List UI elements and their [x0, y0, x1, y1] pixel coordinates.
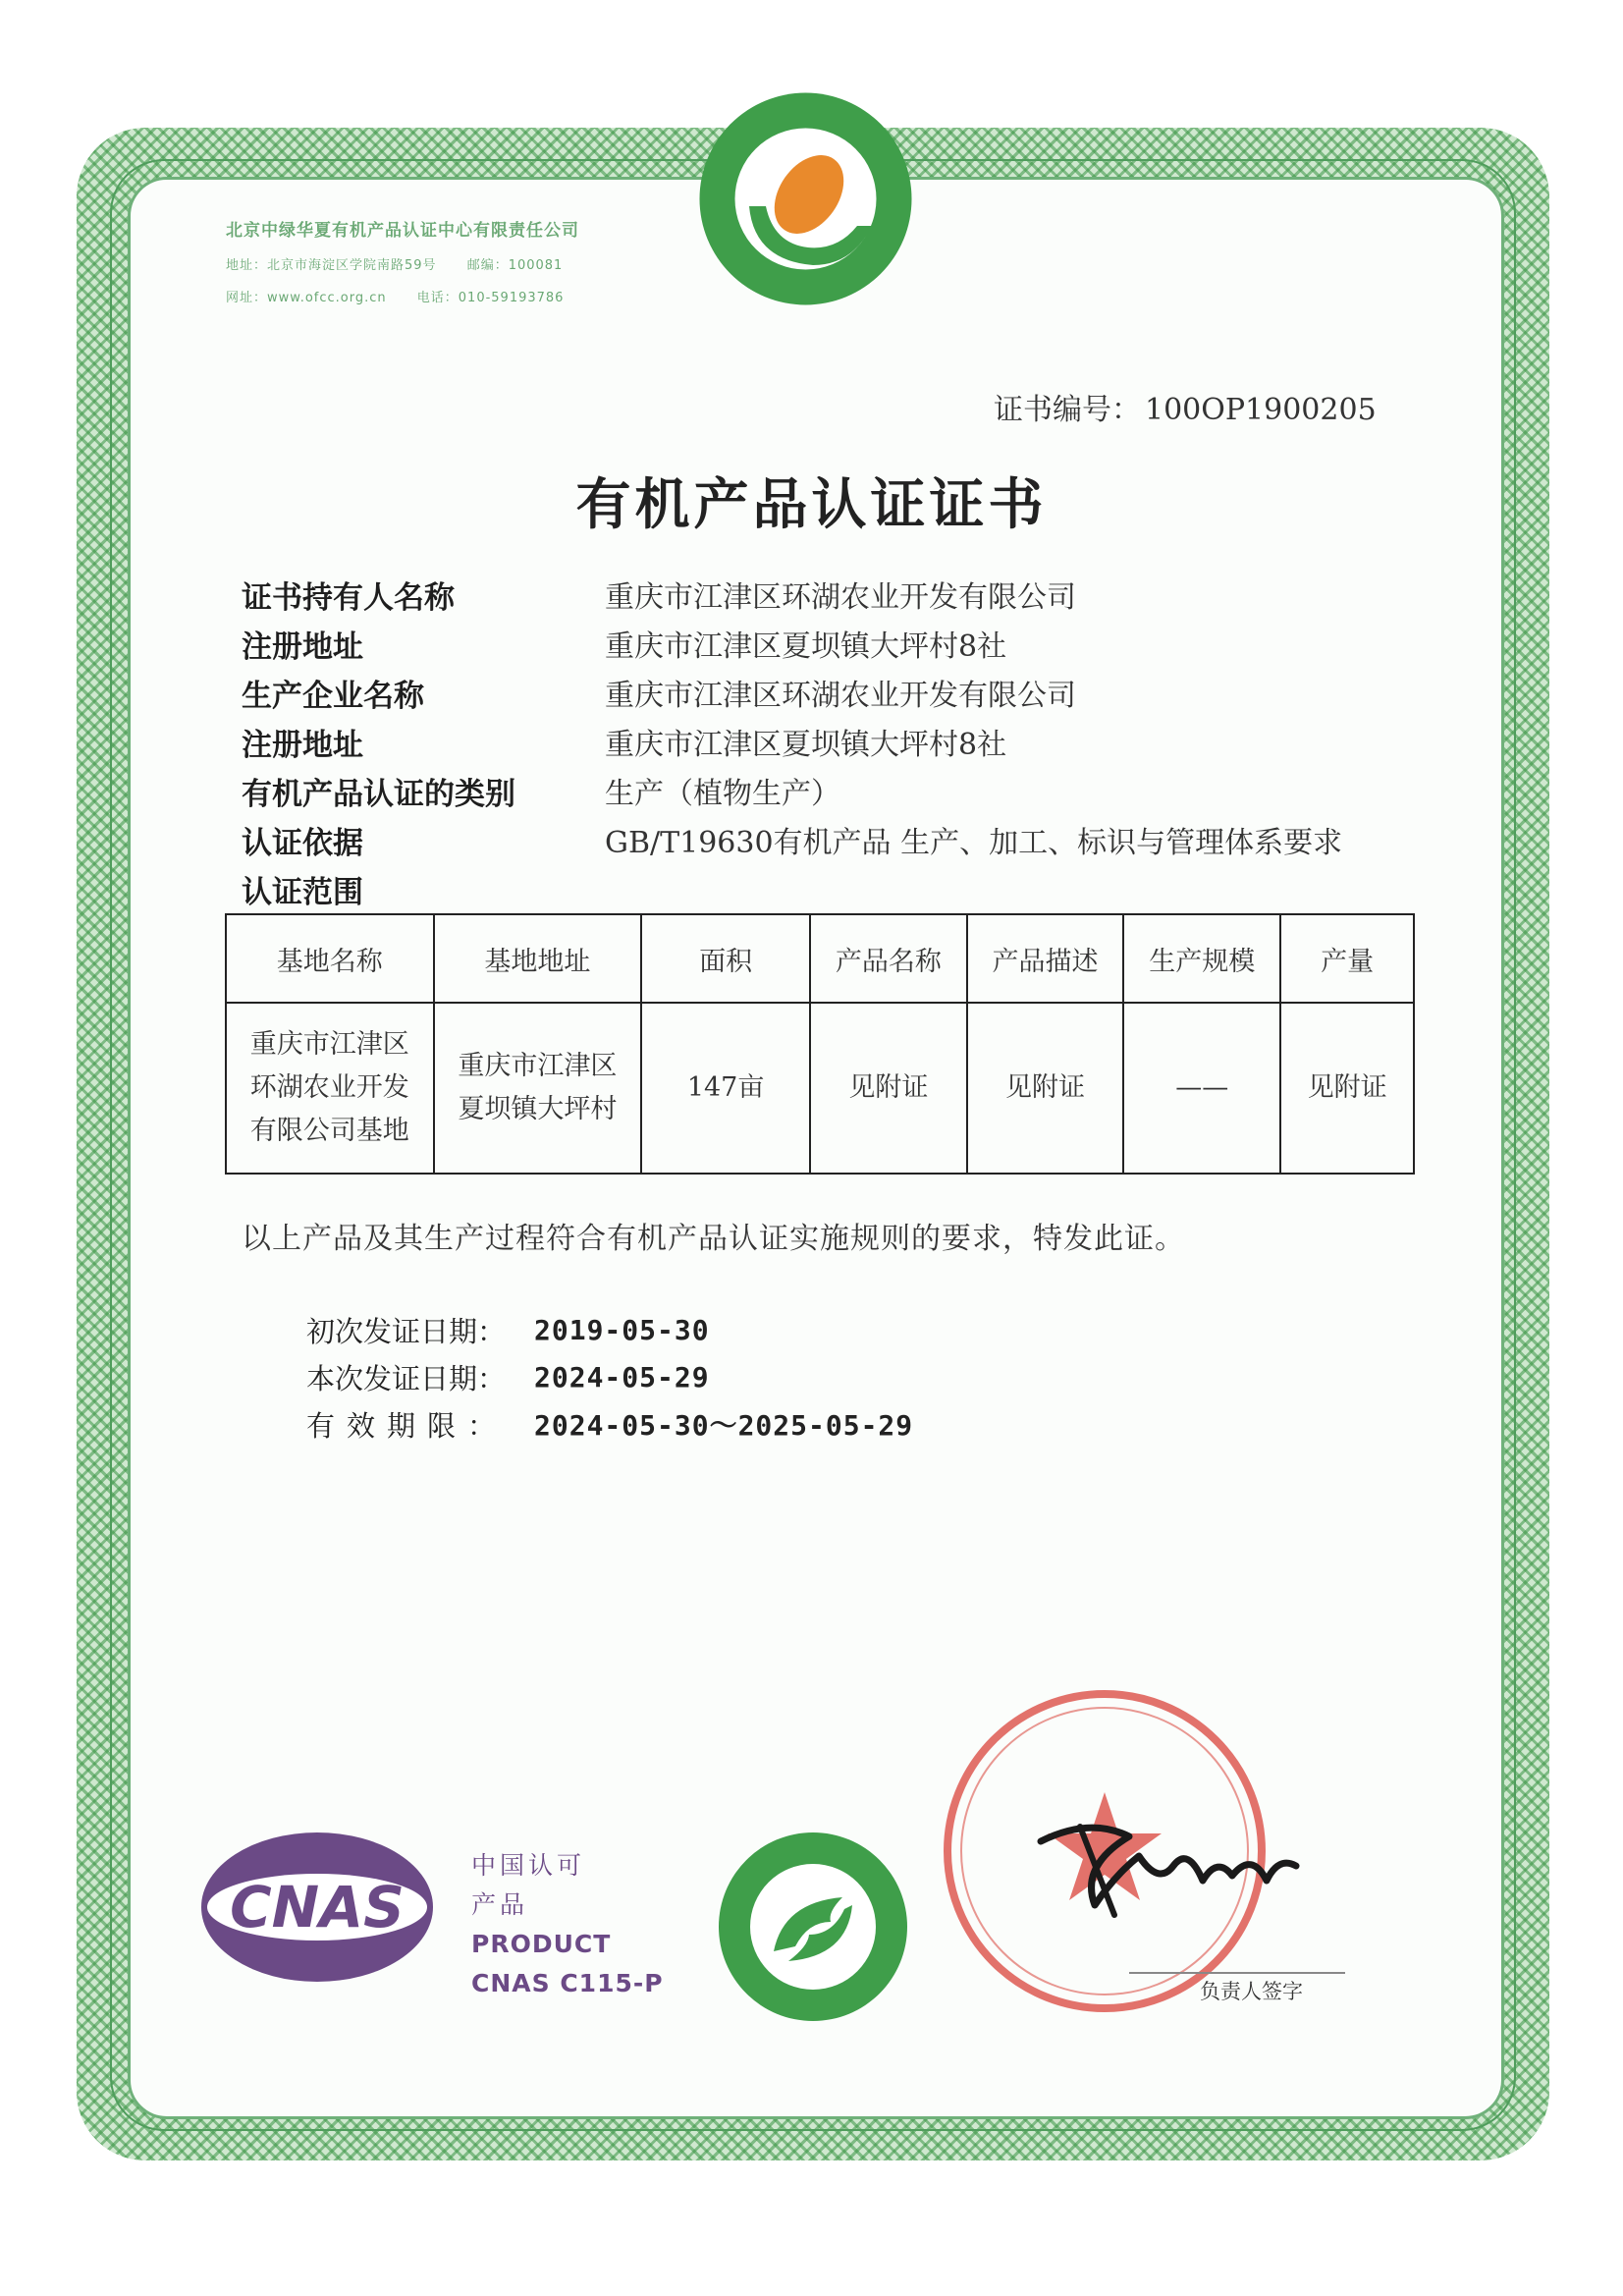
- signature-icon: [1021, 1797, 1316, 1925]
- validity-row: [306, 1400, 913, 1448]
- base-address-line: 夏坝镇大坪村: [458, 1094, 618, 1124]
- base-name-cell: [226, 1003, 434, 1174]
- table-header-cell: 基地名称: [226, 914, 434, 1003]
- field-holder-name: [242, 570, 1342, 619]
- first-issue-row: [306, 1306, 913, 1353]
- base-address-line: 重庆市江津区: [458, 1051, 618, 1081]
- field-label: 证书持有人名称: [242, 579, 455, 616]
- cnas-logo-icon: [194, 1827, 440, 1989]
- field-label: 注册地址: [242, 727, 363, 763]
- validity-period: 2024-05-30～2025-05-29: [534, 1409, 914, 1442]
- base-name-line: 有限公司基地: [249, 1116, 409, 1146]
- field-value: 生产（植物生产）: [605, 777, 840, 811]
- field-label: 生产企业名称: [242, 678, 424, 714]
- issuer-block: [226, 216, 589, 305]
- area-cell: 147亩: [641, 1003, 810, 1174]
- table-header-cell: 基地地址: [434, 914, 642, 1003]
- issuer-phone: 电话：010-59193786: [416, 291, 565, 305]
- cofcc-logo-icon: [715, 1829, 911, 2025]
- product-desc-cell: 见附证: [967, 1003, 1124, 1174]
- issuer-postcode: 邮编：100081: [466, 258, 564, 273]
- certificate-number: [990, 385, 1377, 428]
- product-name-cell: 见附证: [810, 1003, 967, 1174]
- compliance-statement: 以上产品及其生产过程符合有机产品认证实施规则的要求，特发此证。: [242, 1222, 1185, 1256]
- field-value: 重庆市江津区环湖农业开发有限公司: [605, 580, 1076, 615]
- validity-label: 有效期限：: [306, 1408, 509, 1443]
- field-value: 重庆市江津区环湖农业开发有限公司: [605, 679, 1076, 713]
- base-address-cell: [434, 1003, 642, 1174]
- field-certification-category: [242, 766, 1342, 815]
- output-cell: 见附证: [1280, 1003, 1414, 1174]
- field-producer-name: [242, 668, 1342, 717]
- organic-logo-icon: [695, 88, 916, 309]
- table-row: [226, 1003, 1414, 1174]
- table-header-row: [226, 914, 1414, 1003]
- table-header-cell: 产品名称: [810, 914, 967, 1003]
- certificate-fields: [242, 570, 1342, 913]
- current-issue-label: 本次发证日期：: [306, 1361, 507, 1395]
- certificate-title: 有机产品认证证书: [575, 473, 1048, 537]
- cnas-logo-text: CNAS: [230, 1874, 405, 1941]
- table-header-cell: 面积: [641, 914, 810, 1003]
- field-certification-basis: [242, 815, 1342, 864]
- cnas-line: CNAS C115-P: [471, 1969, 664, 1997]
- field-label: 认证范围: [242, 874, 363, 910]
- scale-cell: ——: [1123, 1003, 1280, 1174]
- issuer-address-line: [226, 254, 589, 273]
- field-value: GB/T19630有机产品 生产、加工、标识与管理体系要求: [605, 826, 1343, 860]
- issuer-name: 北京中绿华夏有机产品认证中心有限责任公司: [226, 221, 579, 241]
- table-header-cell: 产量: [1280, 914, 1414, 1003]
- field-label: 注册地址: [242, 629, 363, 665]
- first-issue-label: 初次发证日期：: [306, 1314, 507, 1348]
- cnas-accreditation: [471, 1846, 664, 2003]
- signature-label: 负责人签字: [1200, 1980, 1303, 2003]
- table-header-cell: 产品描述: [967, 914, 1124, 1003]
- field-value: 重庆市江津区夏坝镇大坪村8社: [605, 629, 1007, 664]
- issuer-website: 网址：www.ofcc.org.cn: [226, 291, 387, 305]
- field-label: 有机产品认证的类别: [242, 776, 515, 812]
- field-certification-scope: [242, 864, 1342, 913]
- certificate-number-label: 证书编号：: [994, 393, 1141, 427]
- certificate-number-value: 100OP1900205: [1145, 393, 1377, 427]
- signature-line: [1129, 1972, 1345, 1974]
- base-name-line: 重庆市江津区: [249, 1029, 409, 1060]
- field-registered-address: [242, 619, 1342, 668]
- table-header-cell: 生产规模: [1123, 914, 1280, 1003]
- field-value: 重庆市江津区夏坝镇大坪村8社: [605, 728, 1007, 762]
- cnas-line: 产品: [471, 1890, 529, 1919]
- issuer-address: 地址：北京市海淀区学院南路59号: [226, 258, 437, 273]
- first-issue-date: 2019-05-30: [534, 1313, 710, 1346]
- scope-table: [225, 913, 1415, 1175]
- current-issue-row: [306, 1353, 913, 1400]
- field-producer-address: [242, 717, 1342, 766]
- base-name-line: 环湖农业开发: [249, 1072, 409, 1103]
- current-issue-date: 2024-05-29: [534, 1360, 710, 1394]
- date-block: [306, 1306, 913, 1448]
- cnas-line: 中国认可: [471, 1851, 586, 1880]
- cnas-line: PRODUCT: [471, 1930, 612, 1958]
- issuer-contact-line: [226, 287, 589, 305]
- field-label: 认证依据: [242, 825, 363, 861]
